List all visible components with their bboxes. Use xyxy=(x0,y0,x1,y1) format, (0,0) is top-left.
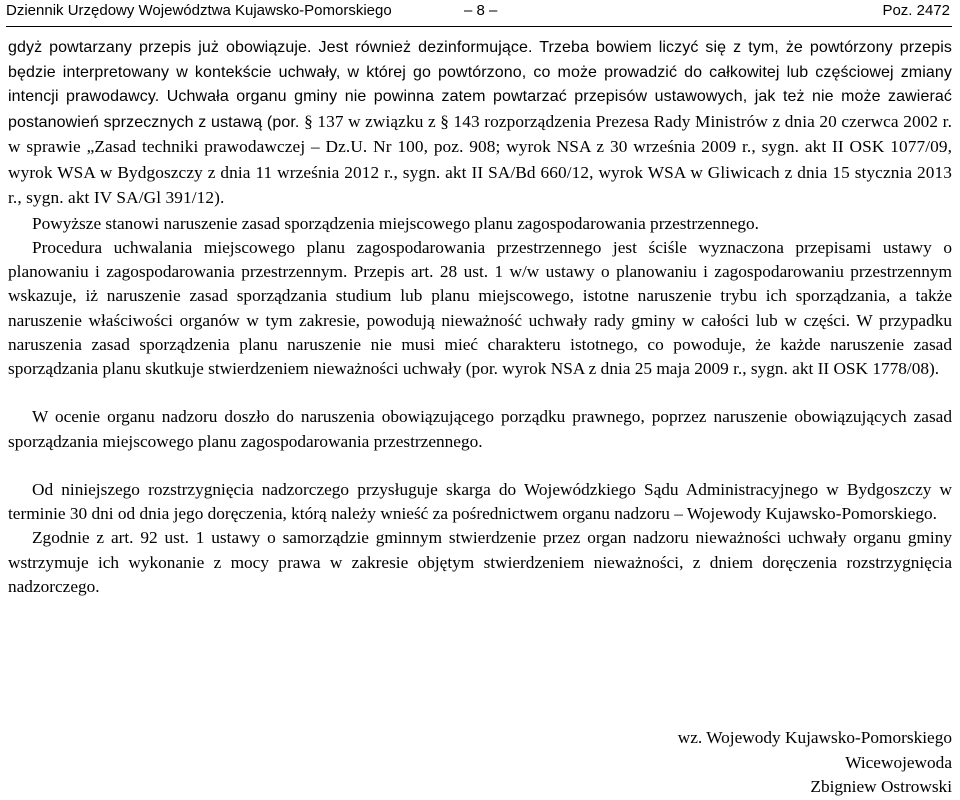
page-number: – 8 – xyxy=(464,2,498,19)
journal-title: Dziennik Urzędowy Województwa Kujawsko-Pomorskiego xyxy=(6,2,392,19)
position-number: Poz. 2472 xyxy=(882,2,950,19)
paragraph-2: Powyższe stanowi naruszenie zasad sporządzenia miejscowego planu zagospodarowania przestrzennego. xyxy=(32,213,759,233)
signature-line-1: wz. Wojewody Kujawsko-Pomorskiego xyxy=(677,728,952,747)
document-body xyxy=(8,36,952,599)
signature-block xyxy=(678,726,952,800)
signature-line-2: Wicewojewoda xyxy=(845,752,952,772)
page-header xyxy=(6,0,952,27)
paragraph-1a: gdyż powtarzany przepis już obowiązuje. Jest również dezinformujące. Trzeba bowiem liczyć się z tym, że powtórzony przepis będzie interpretowany w kontekście uchwały, w której go powtórzono, co może prowadzić do całkowitej lub częściowej zmiany intencji prawodawcy. Uchwała organu gminy nie powinna zatem powtarzać przepisów ustawowych, jak też nie może zawierać postanowień sprzecznych z ustawą (por. § 137 w związku z § 143 rozporządzenia Prezesa Rady Ministrów z dnia 20 czerwca 2002 r. w sprawie „Zasad techniki prawodawczej – Dz.U. Nr 100, poz. 908; wyrok NSA z 30 września 2009 r., sygn. akt II OSK 1077/09, wyrok WSA w Bydgoszczy z dnia 11 września 2012 r., sygn. akt II SA/Bd 660/12, wyrok WSA w Gliwicach z dnia 15 stycznia 2013 r., sygn. akt IV SA/Gl 391/12). xyxy=(8,39,952,207)
paragraph-3: Procedura uchwalania miejscowego planu zagospodarowania przestrzennego jest ściśle wyznaczona przepisami ustawy o planowaniu i zagospodarowania przestrzennym. Przepis art. 28 ust. 1 w/w ustawy o planowaniu i zagospodarowaniu przestrzennym wskazuje, iż naruszenie zasad sporządzania studium lub planu miejscowego, istotne naruszenie trybu ich sporządzania, a także naruszenie właściwości organów w tym zakresie, powodują nieważność uchwały rady gminy w całości lub w części. W przypadku naruszenia zasad sporządzenia planu naruszenie nie musi mieć charakteru istotnego, co powoduje, że każde naruszenie zasad sporządzania planu skutkuje stwierdzeniem nieważności uchwały (por. wyrok NSA z dnia 25 maja 2009 r., sygn. akt II OSK 1778/08). xyxy=(8,237,952,379)
paragraph-5: Od niniejszego rozstrzygnięcia nadzorczego przysługuje skarga do Wojewódzkiego Sądu Administracyjnego w Bydgoszczy w terminie 30 dni od dnia jego doręczenia, którą należy wnieść za pośrednictwem organu nadzoru – Wojewody Kujawsko-Pomorskiego. xyxy=(8,479,952,524)
paragraph-1b: § 137 w związku z § 143 rozporządzenia Prezesa Rady Ministrów z dnia 20 czerwca 2002 r. w sprawie „Zasad techniki prawodawczej – Dz.U. Nr 100, poz. 908; wyrok NSA z 30 września 2009 r., sygn. akt II OSK 1077/09, wyrok WSA w Bydgoszczy z dnia 11 września 2012 r., sygn. akt II SA/Bd 660/12, wyrok WSA w Gliwicach z dnia 15 stycznia 2013 r., sygn. akt IV SA/Gl 391/12). xyxy=(8,111,952,207)
paragraph-4: W ocenie organu nadzoru doszło do naruszenia obowiązującego porządku prawnego, poprzez naruszenie obowiązujących zasad sporządzania miejscowego planu zagospodarowania przestrzennego. xyxy=(8,407,952,451)
paragraph-6: Zgodnie z art. 92 ust. 1 ustawy o samorządzie gminnym stwierdzenie przez organ nadzoru nieważności uchwały organu gminy wstrzymuje ich wykonanie z mocy prawa w zakresie objętym stwierdzeniem nieważności, z dniem doręczenia rozstrzygnięcia nadzorczego. xyxy=(8,528,952,596)
signature-line-3: Zbigniew Ostrowski xyxy=(810,777,952,796)
